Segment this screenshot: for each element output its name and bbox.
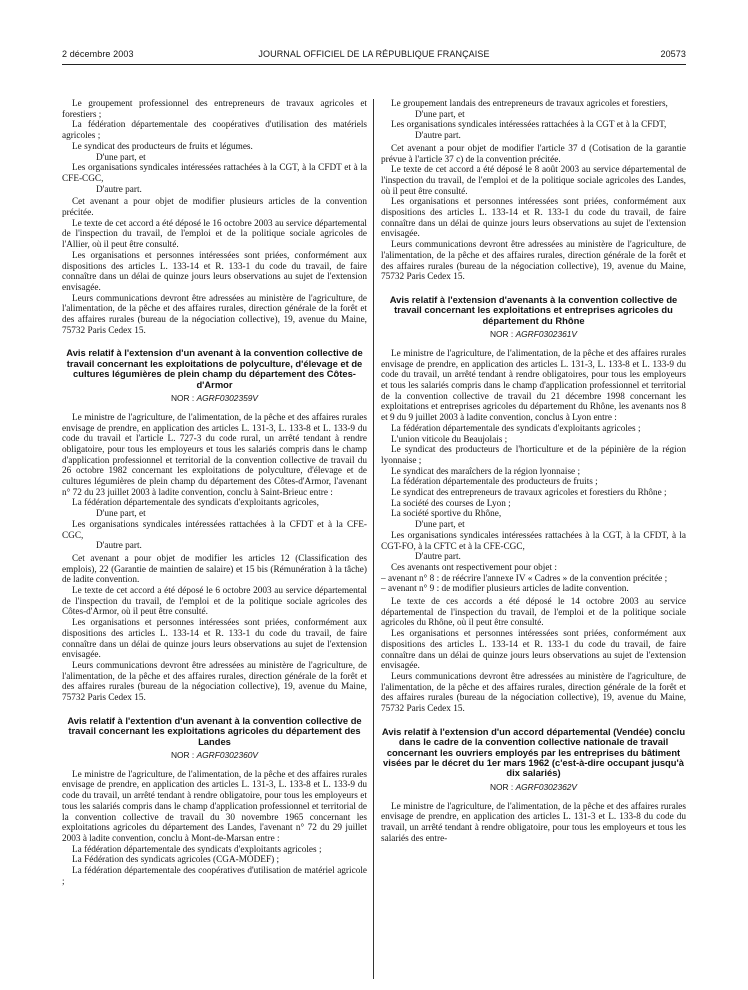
header-rule [62,64,686,65]
paragraph: Le texte de cet accord a été déposé le 16 octobre 2003 au service départemental de l'inspection du travail, de l'emploi et de la politique sociale agricoles de l'Allier, où il peut être consulté. [62,218,367,251]
header-title: JOURNAL OFFICIEL DE LA RÉPUBLIQUE FRANÇAISE [258,49,490,59]
paragraph: La fédération départementale des coopératives d'utilisation de matériel agricole ; [62,866,367,887]
party-line: D'autre part. [96,541,142,552]
paragraph: Leurs communications devront être adressées au ministère de l'agriculture, de l'alimentation, de la pêche et des affaires rurales, direction générale de la forêt et des affaires rurales (bureau de la négociation collective), 19, avenue du Maine, 75732 Paris Cedex 15. [62,293,367,336]
party-line: D'autre part. [96,184,142,195]
paragraph: La fédération départementale des coopératives d'utilisation des matériels agricoles ; [62,120,367,142]
notice-title: Avis relatif à l'extention d'un avenant à la convention collective de travail concernant les exploitations agricoles du département des Landes [67,714,362,747]
paragraph: Le groupement professionnel des entrepreneurs de travaux agricoles et forestiers ; [62,99,367,120]
paragraph: Les organisations et personnes intéressées sont priées, conformément aux dispositions des articles L. 133-14 et R. 133-1 du code du travail, de faire connaître dans un délai de quinze jours leurs observations au sujet de l'extension envisagée. [381,629,686,672]
party-line: D'une part, et [96,152,146,163]
paragraph: Les organisations syndicales intéressées rattachées à la CGT et à la CFDT, [391,120,667,131]
paragraph: Ces avenants ont respectivement pour objet : [391,562,557,573]
paragraph: Les organisations syndicales intéressées rattachées à la CFDT et à la CFE-CGC, [62,519,367,541]
paragraph: Les organisations syndicales intéressées rattachées à la CGT, à la CFDT, à la CGT-FO, à la CFTC et à la CFE-CGC, [381,530,686,552]
paragraph: Cet avenant a pour objet de modifier l'article 37 d (Cotisation de la garantie prévue à l'article 37 c) de la convention précitée. [381,143,686,165]
notice-title: Avis relatif à l'extension d'un avenant à la convention collective de travail concernant les exploitations de polyculture, d'élevage et de cultures légumières de plein champ du département des Côtes-d'Armor [66,347,363,390]
paragraph: La Fédération des syndicats agricoles (CGA-MODEF) ; [72,855,280,866]
paragraph: La fédération départementale des syndicats d'exploitants agricoles ; [72,844,322,855]
paragraph: Les organisations et personnes intéressées sont priées, conformément aux dispositions des articles L. 133-14 et R. 133-1 du code du travail, de faire connaître dans un délai de quinze jours leurs observations au sujet de l'extension envisagée. [381,197,686,240]
paragraph: L'union viticole du Beaujolais ; [391,434,508,445]
nor-code: AGRF0302360V [196,750,259,760]
nor-code: AGRF0302361V [515,329,578,340]
left-column [62,99,367,984]
paragraph: Le syndicat des producteurs de l'horticulture et de la pépinière de la région lyonnaise ; [381,445,686,466]
paragraph: Le texte de cet accord a été déposé le 6 octobre 2003 au service départemental de l'inspection du travail, de l'emploi et de la politique sociale agricoles des Côtes-d'Armor, où il peut être consulté. [62,586,367,618]
objects-list [381,574,686,595]
paragraph: Le texte de ces accords a été déposé le 14 octobre 2003 au service départemental de l'inspection du travail, de l'emploi et de la politique sociale agricoles du Rhône, où il peut être consulté. [381,597,686,629]
nor-label: NOR : [170,393,195,404]
nor-reference [62,393,367,404]
paragraph: Le syndicat des maraîchers de la région lyonnaise ; [391,466,581,477]
notice-title: Avis relatif à l'extension d'avenants à la convention collective de travail concernant les exploitations et entreprises agricoles du département du Rhône [389,293,678,326]
paragraph: Le texte de cet accord a été déposé le 8 août 2003 au service départemental de l'inspection du travail, de l'emploi et de la politique sociale agricoles des Landes, où il peut être consulté. [381,165,686,197]
paragraph: Leurs communications devront être adressées au ministère de l'agriculture, de l'alimentation, de la pêche et des affaires rurales, direction générale de la forêt et des affaires rurales (bureau de la négociation collective), 19, avenue du Maine, 75732 Paris Cedex 15. [381,240,686,283]
party-line: D'une part, et [96,509,146,520]
paragraph: La fédération départementale des producteurs de fruits ; [391,477,598,488]
list-item: – avenant n° 8 : de réécrire l'annexe IV « Cadres » de la convention précitée ; [381,574,686,585]
party-line: D'autre part. [415,552,461,563]
paragraph: La fédération départementale des syndicats d'exploitants agricoles ; [391,423,641,434]
paragraph: Le groupement landais des entrepreneurs de travaux agricoles et forestiers, [391,99,668,109]
party-line: D'une part, et [415,109,465,120]
paragraph: Le ministre de l'agriculture, de l'alimentation, de la pêche et des affaires rurales envisage de prendre, en application des articles L. 131-3, L. 133-8 et L. 133-9 du code du travail et l'article L. 727-3 du code rural, un arrêté tendant à rendre obligatoire, pour tous les employeurs et tous les salariés compris dans le champ d'application professionnel et territorial de la convention collective de travail du 26 octobre 1982 concernant les exploitations de polyculture, d'élevage et de cultures légumières de plein champ du département des Côtes-d'Armor, l'avenant n° 72 du 23 juillet 2003 à ladite convention, conclu à Saint-Brieuc entre : [62,412,367,498]
nor-code: AGRF0302359V [196,393,259,404]
paragraph: La société des courses de Lyon ; [391,498,511,509]
paragraph: Le ministre de l'agriculture, de l'alimentation, de la pêche et des affaires rurales envisage de prendre, en application des articles L. 131-3, L. 133-8 et L. 133-9 du code du travail, un arrêté tendant à rendre obligatoires, pour tous les employeurs et tous les salariés compris dans le champ d'application professionnel et territorial de la convention collective de travail du 21 décembre 1998 concernant les exploitations et entreprises agricoles du département du Rhône, les avenants nos 8 et 9 du 9 juillet 2003 à ladite convention, conclus à Lyon entre : [381,348,686,424]
paragraph: Leurs communications devront être adressées au ministère de l'agriculture, de l'alimentation, de la pêche et des affaires rurales, direction générale de la forêt et des affaires rurales (bureau de la négociation collective), 19, avenue du Maine, 75732 Paris Cedex 15. [62,660,367,704]
nor-label: NOR : [489,329,514,340]
paragraph: Le syndicat des entrepreneurs de travaux agricoles et forestiers du Rhône ; [391,488,667,499]
paragraph: Les organisations syndicales intéressées rattachées à la CGT, à la CFDT et à la CFE-CGC, [62,163,367,184]
party-line: D'autre part. [415,131,461,142]
paragraph: Le syndicat des producteurs de fruits et légumes. [72,141,253,152]
nor-label: NOR : [170,750,195,760]
nor-reference [381,329,686,340]
paragraph: Le ministre de l'agriculture, de l'alimentation, de la pêche et des affaires rurales envisage de prendre, en application des articles L. 131-3 et L. 133-8 du code du travail, un arrêté tendant à rendre obligatoire, pour tous les employeurs et tous les salariés des entre- [381,801,686,844]
paragraph: Les organisations et personnes intéressées sont priées, conformément aux dispositions des articles L. 133-14 et R. 133-1 du code du travail, de faire connaître dans un délai de quinze jours leurs observations au sujet de l'extension envisagée. [62,250,367,293]
paragraph: Le ministre de l'agriculture, de l'alimentation, de la pêche et des affaires rurales envisage de prendre, en application des articles L. 131-3, L. 133-8 et L. 133-9 du code du travail, un arrêté tendant à rendre obligatoire, pour tous les employeurs et tous les salariés compris dans le champ d'application professionnel et territorial de la convention collective de travail du 30 novembre 1965 concernant les exploitations agricoles du département des Landes, l'avenant n° 72 du 29 juillet 2003 à ladite convention, conclu à Mont-de-Marsan entre : [62,769,367,844]
paragraph: Cet avenant a pour objet de modifier les articles 12 (Classification des emplois), 22 (Garantie de maintien de salaire) et 15 bis (Rémunération à la tâche) de ladite convention. [62,553,367,586]
header-date: 2 décembre 2003 [62,49,134,59]
nor-reference [62,750,367,761]
page-header [62,49,686,62]
list-item: – avenant n° 9 : de modifier plusieurs articles de ladite convention. [381,584,686,595]
nor-reference [381,782,686,793]
column-divider [373,99,374,979]
right-column [381,99,686,984]
nor-code: AGRF0302362V [515,781,578,792]
paragraph: Cet avenant a pour objet de modifier plusieurs articles de la convention précitée. [62,197,367,219]
paragraph: Les organisations et personnes intéressées sont priées, conformément aux dispositions des articles L. 133-14 et R. 133-1 du code du travail, de faire connaître dans un délai de quinze jours leurs observations au sujet de l'extension envisagée. [62,618,367,661]
notice-title: Avis relatif à l'extension d'un accord départemental (Vendée) conclu dans le cadre de la convention collective nationale de travail concernant les ouvriers employés par les entreprises du bâtiment visées par le décret du 1er mars 1962 (c'est-à-dire occupant jusqu'à dix salariés) [381,725,686,779]
nor-label: NOR : [489,781,514,792]
header-page-number: 20573 [660,49,686,59]
paragraph: Leurs communications devront être adressées au ministère de l'agriculture, de l'alimentation, de la pêche et des affaires rurales, direction générale de la forêt et des affaires rurales (bureau de la négociation collective), 19, avenue du Maine, 75732 Paris Cedex 15. [381,671,686,715]
party-line: D'une part, et [415,520,465,531]
paragraph: La société sportive du Rhône, [391,509,502,520]
paragraph: La fédération départementale des syndicats d'exploitants agricoles, [72,498,319,509]
